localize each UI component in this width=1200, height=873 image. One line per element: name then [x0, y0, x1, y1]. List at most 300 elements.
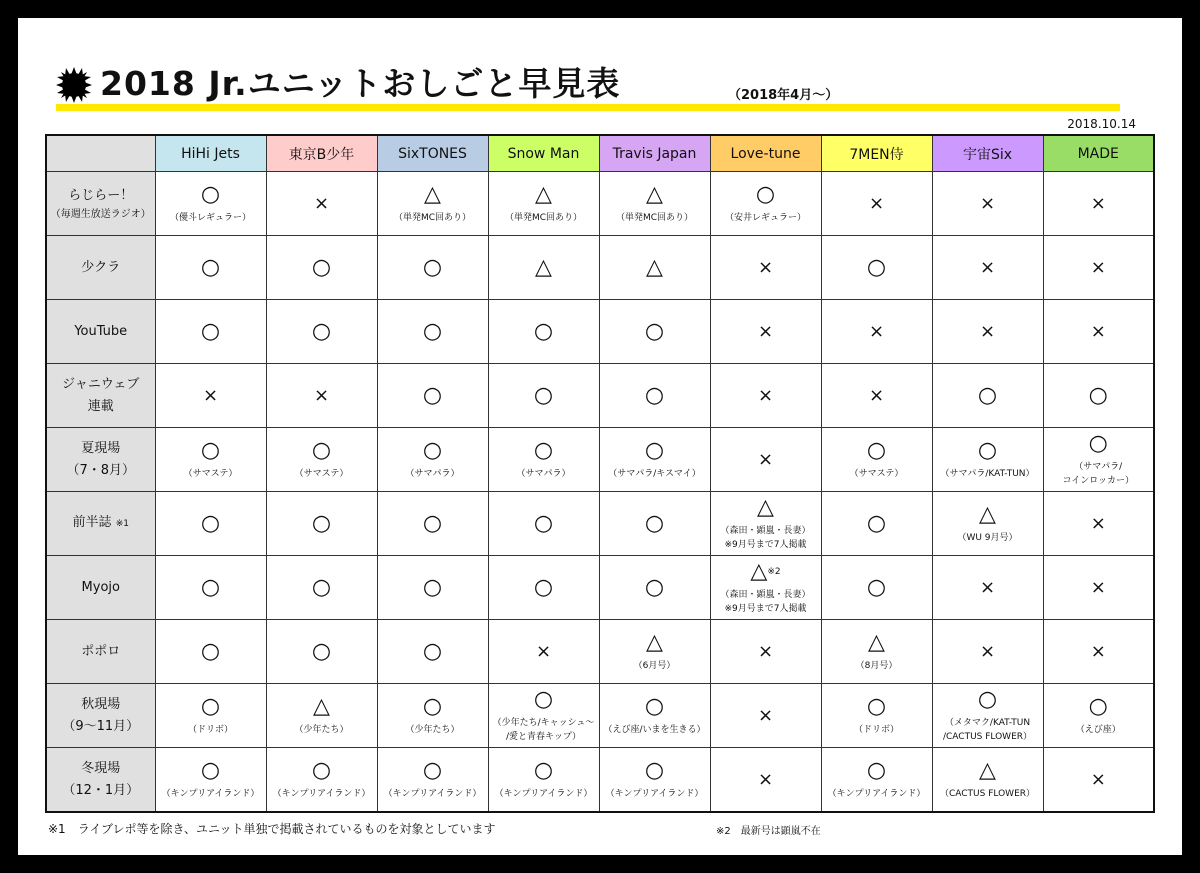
status-cell	[377, 620, 488, 684]
status-symbol: ×	[313, 192, 330, 214]
circle-mark	[156, 695, 266, 719]
status-cell	[266, 236, 377, 300]
row-label	[46, 172, 155, 236]
schedule-table	[45, 134, 1155, 813]
status-cell	[710, 236, 821, 300]
status-symbol: ○	[422, 638, 443, 664]
status-cell	[932, 172, 1043, 236]
cell-note: （キンプリアイランド）	[383, 788, 482, 799]
circle-mark	[933, 384, 1043, 408]
status-cell	[155, 620, 266, 684]
row-label	[46, 556, 155, 620]
status-cell	[932, 364, 1043, 428]
cross-mark	[1044, 768, 1154, 792]
status-cell	[377, 300, 488, 364]
status-cell	[599, 684, 710, 748]
triangle-mark	[822, 631, 932, 655]
cross-mark	[822, 384, 932, 408]
triangle-mark	[267, 695, 377, 719]
circle-mark	[378, 759, 488, 783]
status-symbol: ○	[422, 437, 443, 463]
status-symbol: ○	[533, 382, 554, 408]
status-symbol: ×	[979, 256, 996, 278]
circle-mark	[267, 576, 377, 600]
row-label-text: 冬現場	[81, 760, 121, 776]
cell-note: （サマパラ）	[516, 468, 571, 479]
status-symbol: ○	[644, 510, 665, 536]
status-symbol: ×	[1090, 640, 1106, 662]
status-cell	[155, 556, 266, 620]
row-label-note: ※1	[115, 519, 129, 529]
status-symbol: ○	[866, 510, 887, 536]
circle-mark	[267, 640, 377, 664]
header-row	[46, 135, 1154, 172]
status-symbol: ○	[866, 757, 887, 783]
status-symbol: ×	[979, 320, 996, 342]
status-symbol: △	[750, 558, 768, 584]
status-symbol: ○	[977, 437, 998, 463]
circle-mark	[600, 384, 710, 408]
status-symbol: ○	[422, 318, 443, 344]
cross-mark	[1044, 640, 1154, 664]
status-symbol: ○	[422, 574, 443, 600]
status-cell	[377, 172, 488, 236]
circle-mark	[156, 576, 266, 600]
circle-mark	[156, 439, 266, 463]
circle-mark	[600, 439, 710, 463]
cross-mark	[156, 384, 266, 408]
status-cell	[710, 748, 821, 813]
triangle-mark	[600, 183, 710, 207]
status-cell	[155, 748, 266, 813]
footnote-2: ※2 最新号は顕嵐不在	[716, 826, 821, 837]
date-stamp: 2018.10.14	[1067, 117, 1136, 131]
cell-note: （単発MC回あり）	[504, 212, 583, 223]
status-cell	[1043, 556, 1154, 620]
status-cell	[266, 172, 377, 236]
circle-mark	[156, 640, 266, 664]
status-cell	[821, 556, 932, 620]
cell-note: （少年たち）	[294, 724, 349, 735]
status-symbol: △	[424, 181, 441, 207]
status-cell	[932, 684, 1043, 748]
row-label-text: 夏現場	[81, 440, 121, 456]
title-block	[56, 62, 1120, 116]
cross-mark	[267, 192, 377, 216]
status-cell	[266, 364, 377, 428]
triangle-mark	[489, 183, 599, 207]
table-row	[46, 492, 1154, 556]
circle-mark	[267, 759, 377, 783]
table-row	[46, 428, 1154, 492]
cross-mark	[1044, 576, 1154, 600]
status-cell	[1043, 492, 1154, 556]
row-label-text: らじらー！	[68, 187, 134, 203]
status-cell	[377, 748, 488, 813]
status-cell	[266, 492, 377, 556]
circle-mark	[267, 512, 377, 536]
status-cell	[488, 684, 599, 748]
status-symbol: ○	[533, 437, 554, 463]
status-symbol: ×	[757, 640, 774, 662]
row-label-sub: （毎週生放送ラジオ）	[50, 208, 151, 220]
status-cell	[155, 364, 266, 428]
unit-header: MADE	[1043, 135, 1154, 172]
status-symbol: △	[868, 629, 885, 655]
cell-note: （単発MC回あり）	[615, 212, 694, 223]
cell-note-2: /愛と青春キップ）	[506, 731, 581, 742]
status-cell	[932, 428, 1043, 492]
status-cell	[599, 556, 710, 620]
table-row	[46, 236, 1154, 300]
status-cell	[1043, 684, 1154, 748]
row-label-text-2: （7・8月）	[66, 462, 136, 478]
cell-note: （単発MC回あり）	[393, 212, 472, 223]
circle-mark	[378, 320, 488, 344]
status-cell	[821, 748, 932, 813]
row-label-text: 秋現場	[81, 696, 121, 712]
status-symbol: ○	[644, 382, 665, 408]
circle-mark	[267, 439, 377, 463]
status-cell	[821, 684, 932, 748]
circle-mark	[1044, 695, 1154, 719]
status-symbol: ○	[311, 574, 332, 600]
status-cell	[266, 620, 377, 684]
cell-note: （少年たち/キャッシュ～	[492, 717, 595, 728]
status-symbol: ○	[200, 254, 221, 280]
cell-note: （ドリボ）	[853, 724, 899, 735]
cell-note-2: ※9月号まで7人掲載	[724, 539, 807, 550]
status-symbol: ×	[979, 576, 996, 598]
circle-mark	[822, 512, 932, 536]
status-cell	[488, 620, 599, 684]
status-cell	[599, 172, 710, 236]
status-symbol: ×	[868, 384, 885, 406]
circle-mark	[156, 256, 266, 280]
cross-mark	[711, 640, 821, 664]
status-symbol: △	[535, 181, 552, 207]
status-symbol: ○	[1088, 430, 1108, 456]
circle-mark	[600, 512, 710, 536]
status-symbol: ○	[200, 757, 221, 783]
cross-mark	[711, 768, 821, 792]
circle-mark	[933, 439, 1043, 463]
status-cell	[932, 748, 1043, 813]
circle-mark	[489, 512, 599, 536]
cell-note: （キンプリアイランド）	[161, 788, 260, 799]
row-label	[46, 300, 155, 364]
cell-note: （サマステ）	[183, 468, 238, 479]
row-label-text: ジャニウェブ	[62, 376, 140, 392]
circle-mark	[600, 576, 710, 600]
table-row	[46, 556, 1154, 620]
row-label	[46, 428, 155, 492]
row-label	[46, 684, 155, 748]
status-cell	[821, 172, 932, 236]
status-symbol: ×	[535, 640, 552, 662]
row-label	[46, 236, 155, 300]
status-symbol: ○	[200, 181, 221, 207]
status-symbol: ○	[422, 382, 443, 408]
circle-mark	[600, 695, 710, 719]
unit-header: Travis Japan	[599, 135, 710, 172]
circle-mark	[378, 695, 488, 719]
status-symbol: ×	[313, 384, 330, 406]
status-symbol: ○	[422, 757, 443, 783]
cross-mark	[933, 256, 1043, 280]
triangle-mark	[933, 759, 1043, 783]
status-cell	[266, 300, 377, 364]
status-symbol: ○	[311, 510, 332, 536]
status-symbol: ○	[200, 318, 221, 344]
status-cell	[377, 428, 488, 492]
row-label	[46, 364, 155, 428]
status-symbol: ○	[866, 693, 887, 719]
cell-note: （8月号）	[855, 660, 898, 671]
circle-mark	[156, 320, 266, 344]
unit-header: Love-tune	[710, 135, 821, 172]
cell-note: （森田・顕嵐・長妻）	[720, 589, 811, 600]
status-cell	[1043, 300, 1154, 364]
cross-mark	[822, 192, 932, 216]
status-cell	[155, 492, 266, 556]
cross-mark	[711, 320, 821, 344]
circle-mark	[933, 688, 1043, 712]
cross-mark	[711, 256, 821, 280]
row-label-text: Myojo	[81, 579, 120, 595]
circle-mark	[378, 256, 488, 280]
row-label-text: 少クラ	[81, 259, 121, 275]
status-cell	[599, 236, 710, 300]
circle-mark	[267, 256, 377, 280]
status-symbol: ○	[422, 693, 443, 719]
cross-mark	[822, 320, 932, 344]
status-symbol: ×	[868, 320, 885, 342]
status-symbol: ×	[757, 704, 774, 726]
status-symbol: ×	[757, 320, 774, 342]
status-cell	[710, 492, 821, 556]
footnote-ref: ※2	[767, 566, 781, 577]
circle-mark	[600, 320, 710, 344]
status-cell	[599, 300, 710, 364]
status-symbol: ×	[757, 448, 774, 470]
status-cell	[488, 236, 599, 300]
status-symbol: ○	[866, 437, 887, 463]
circle-mark	[822, 439, 932, 463]
status-cell	[710, 428, 821, 492]
status-cell	[1043, 748, 1154, 813]
status-cell	[266, 556, 377, 620]
table-row	[46, 300, 1154, 364]
status-cell	[932, 300, 1043, 364]
status-symbol: ○	[200, 437, 221, 463]
circle-mark	[378, 439, 488, 463]
cell-note: （メタマク/KAT-TUN	[944, 717, 1031, 728]
status-cell	[155, 684, 266, 748]
unit-header: SixTONES	[377, 135, 488, 172]
status-cell	[932, 236, 1043, 300]
status-cell	[710, 300, 821, 364]
status-cell	[821, 300, 932, 364]
status-symbol: ×	[1090, 192, 1106, 214]
status-symbol: ○	[311, 757, 332, 783]
status-cell	[599, 492, 710, 556]
status-symbol: △	[646, 254, 663, 280]
row-label-text: ポポロ	[81, 643, 121, 659]
status-symbol: ○	[311, 254, 332, 280]
circle-mark	[378, 384, 488, 408]
row-label	[46, 492, 155, 556]
triangle-mark	[378, 183, 488, 207]
cross-mark	[933, 192, 1043, 216]
status-symbol: ○	[533, 757, 554, 783]
status-cell	[377, 236, 488, 300]
table-row	[46, 620, 1154, 684]
status-cell	[710, 684, 821, 748]
cell-note: （安井レギュラー）	[724, 212, 806, 223]
table-row	[46, 364, 1154, 428]
status-symbol: ○	[311, 638, 332, 664]
status-cell	[266, 684, 377, 748]
circle-mark	[267, 320, 377, 344]
status-symbol: ○	[644, 437, 665, 463]
circle-mark	[378, 576, 488, 600]
status-cell	[1043, 172, 1154, 236]
status-symbol: ○	[644, 318, 665, 344]
unit-header: Snow Man	[488, 135, 599, 172]
status-cell	[1043, 620, 1154, 684]
cross-mark	[933, 320, 1043, 344]
status-symbol: ×	[1090, 512, 1106, 534]
triangle-mark	[489, 256, 599, 280]
row-label-text-2: （9～11月）	[62, 718, 140, 734]
status-cell	[377, 684, 488, 748]
cross-mark	[711, 704, 821, 728]
status-symbol: ○	[755, 181, 776, 207]
status-cell	[1043, 428, 1154, 492]
status-cell	[821, 236, 932, 300]
status-cell	[488, 556, 599, 620]
row-label	[46, 620, 155, 684]
status-cell	[155, 428, 266, 492]
status-cell	[932, 556, 1043, 620]
row-label	[46, 748, 155, 813]
cross-mark	[711, 384, 821, 408]
status-cell	[155, 236, 266, 300]
page-title: 2018 Jr.ユニットおしごと早見表	[100, 64, 621, 103]
status-symbol: ×	[757, 384, 774, 406]
status-symbol: △	[535, 254, 552, 280]
circle-mark	[156, 759, 266, 783]
triangle-mark	[600, 256, 710, 280]
status-cell	[1043, 364, 1154, 428]
status-cell	[488, 492, 599, 556]
status-cell	[155, 300, 266, 364]
triangle-mark	[933, 503, 1043, 527]
status-symbol: ○	[422, 254, 443, 280]
footnote-1: ※1 ライブレポ等を除き、ユニット単独で掲載されているものを対象としています	[48, 822, 496, 836]
status-cell	[710, 172, 821, 236]
cell-note: （サマパラ）	[405, 468, 460, 479]
cross-mark	[1044, 512, 1154, 536]
status-symbol: ○	[977, 686, 998, 712]
cross-mark	[711, 448, 821, 472]
status-cell	[932, 492, 1043, 556]
status-cell	[377, 492, 488, 556]
cell-note: （えび座）	[1075, 724, 1121, 735]
table-row	[46, 748, 1154, 813]
status-cell	[932, 620, 1043, 684]
status-symbol: △	[757, 494, 774, 520]
cross-mark	[489, 640, 599, 664]
corner-cell	[46, 135, 155, 172]
cell-note-2: コインロッカー）	[1062, 475, 1135, 486]
row-label-text: 前半誌	[72, 515, 112, 530]
status-cell	[710, 364, 821, 428]
cell-note: （キンプリアイランド）	[272, 788, 371, 799]
status-symbol: ○	[1088, 693, 1108, 719]
status-cell	[488, 428, 599, 492]
status-cell	[266, 748, 377, 813]
circle-mark	[489, 384, 599, 408]
status-cell	[821, 620, 932, 684]
cell-note: （キンプリアイランド）	[605, 788, 704, 799]
cell-note: （優斗レギュラー）	[169, 212, 251, 223]
cross-mark	[267, 384, 377, 408]
status-symbol: ○	[200, 693, 221, 719]
cell-note: （えび座/いまを生きる）	[603, 724, 706, 735]
status-symbol: ○	[644, 757, 665, 783]
row-label-text-2: （12・1月）	[62, 782, 140, 798]
triangle-mark	[711, 496, 821, 520]
unit-header: 東京B少年	[266, 135, 377, 172]
status-symbol: ○	[644, 574, 665, 600]
circle-mark	[600, 759, 710, 783]
status-symbol: ○	[422, 510, 443, 536]
status-cell	[599, 620, 710, 684]
status-symbol: ×	[1090, 320, 1106, 342]
status-symbol: ×	[1090, 576, 1106, 598]
unit-header: HiHi Jets	[155, 135, 266, 172]
circle-mark	[822, 695, 932, 719]
status-cell	[599, 428, 710, 492]
circle-mark	[1044, 384, 1154, 408]
cell-note: （キンプリアイランド）	[827, 788, 926, 799]
status-cell	[155, 172, 266, 236]
status-symbol: ×	[868, 192, 885, 214]
cell-note: （サマパラ/KAT-TUN）	[940, 468, 1035, 479]
status-symbol: ×	[979, 640, 996, 662]
status-symbol: △	[979, 501, 996, 527]
status-symbol: ○	[977, 382, 998, 408]
status-cell	[488, 748, 599, 813]
status-cell	[1043, 236, 1154, 300]
status-symbol: ×	[979, 192, 996, 214]
cross-mark	[933, 640, 1043, 664]
status-symbol: ○	[1088, 382, 1108, 408]
status-symbol: △	[646, 629, 663, 655]
circle-mark	[822, 576, 932, 600]
circle-mark	[489, 439, 599, 463]
status-symbol: ×	[757, 768, 774, 790]
status-symbol: △	[979, 757, 996, 783]
status-symbol: ○	[533, 318, 554, 344]
status-cell	[710, 620, 821, 684]
sun-icon	[56, 67, 92, 103]
triangle-mark	[711, 560, 821, 584]
cell-note: （森田・顕嵐・長妻）	[720, 525, 811, 536]
circle-mark	[489, 320, 599, 344]
